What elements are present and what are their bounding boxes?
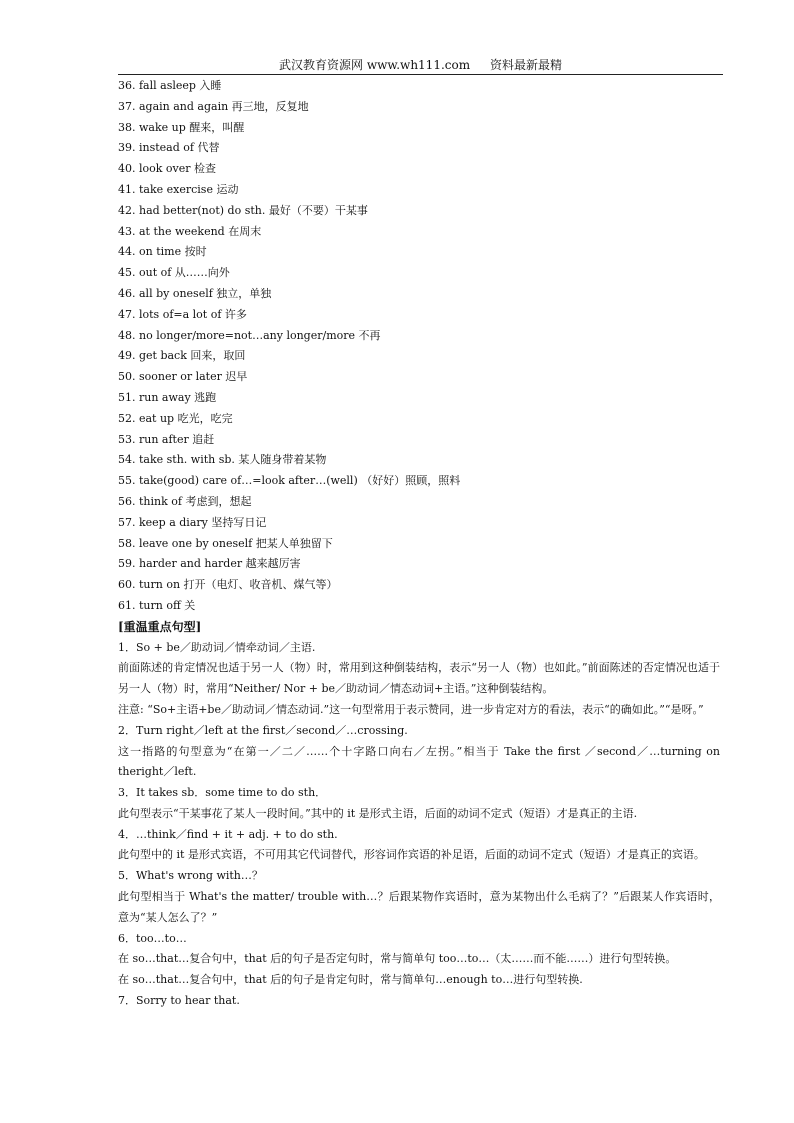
pattern-explanation: 在 so…that…复合句中，that 后的句子是肯定句时，常与简单句…enough to…进行句型转换. xyxy=(118,973,583,987)
phrase-list xyxy=(118,76,720,617)
phrase-item: 38. wake up 醒来，叫醒 xyxy=(118,120,245,134)
pattern-heading: 5．What's wrong with…？ xyxy=(118,869,263,883)
phrase-item: 52. eat up 吃光，吃完 xyxy=(118,411,233,425)
pattern-heading: 2．Turn right／left at the first／second／…crossing. xyxy=(118,723,408,737)
pattern-heading: 3．It takes sb．some time to do sth． xyxy=(118,786,327,800)
phrase-item: 36. fall asleep 入睡 xyxy=(118,79,222,92)
phrase-item: 45. out of 从……向外 xyxy=(118,266,230,280)
pattern-list xyxy=(118,638,720,1012)
phrase-item: 43. at the weekend 在周末 xyxy=(118,224,262,238)
phrase-item: 41. take exercise 运动 xyxy=(118,182,239,196)
pattern-explanation: 前面陈述的肯定情况也适于另一人（物）时，常用到这种倒装结构，表示“另一人（物）也如此。”前面陈述的否定情况也适于另一人（物）时，常用“Neither/ Nor + be／助动词／情态动词+主语。”这种倒装结构。 xyxy=(118,661,720,696)
phrase-item: 53. run after 追赶 xyxy=(118,432,215,446)
phrase-item: 39. instead of 代替 xyxy=(118,141,220,155)
phrase-item: 61. turn off 关 xyxy=(118,598,196,612)
phrase-item: 57. keep a diary 坚持写日记 xyxy=(118,515,267,529)
phrase-item: 60. turn on 打开（电灯、收音机、煤气等） xyxy=(118,578,338,592)
phrase-item: 50. sooner or later 迟早 xyxy=(118,370,248,384)
phrase-item: 47. lots of=a lot of 许多 xyxy=(118,307,247,321)
pattern-heading: 4．…think／find + it + adj. + to do sth. xyxy=(118,827,338,841)
phrase-item: 42. had better(not) do sth. 最好（不要）干某事 xyxy=(118,203,368,217)
header-site: 武汉教育资源网 www.wh111.com xyxy=(279,58,471,72)
header-slogan: 资料最新最精 xyxy=(489,58,562,72)
phrase-item: 55. take(good) care of…=look after…(well) （好好）照顾，照料 xyxy=(118,474,461,488)
document-body xyxy=(118,76,720,1012)
pattern-note: 注意: “So+主语+be／助动词／情态动词.”这一句型常用于表示赞同，进一步肯定对方的看法，表示“的确如此。”“是呀。” xyxy=(118,702,704,716)
pattern-explanation: 此句型表示“干某事花了某人一段时间。”其中的 it 是形式主语，后面的动词不定式（短语）才是真正的主语. xyxy=(118,806,638,820)
phrase-item: 49. get back 回来，取回 xyxy=(118,349,246,363)
pattern-heading: 6．too…to… xyxy=(118,931,187,945)
phrase-item: 46. all by oneself 独立，单独 xyxy=(118,286,272,300)
page-header xyxy=(118,56,723,75)
phrase-item: 51. run away 逃跑 xyxy=(118,390,217,404)
phrase-item: 56. think of 考虑到，想起 xyxy=(118,494,252,508)
pattern-explanation: 此句型相当于 What's the matter/ trouble with…？后跟某物作宾语时，意为某物出什么毛病了？”后跟某人作宾语时，意为“某人怎么了？” xyxy=(118,890,720,924)
phrase-item: 44. on time 按时 xyxy=(118,245,207,259)
section-title: [重温重点句型] xyxy=(118,619,202,634)
pattern-explanation: 此句型中的 it 是形式宾语，不可用其它代词替代，形容词作宾语的补足语，后面的动词不定式（短语）才是真正的宾语。 xyxy=(118,848,705,862)
phrase-item: 54. take sth. with sb. 某人随身带着某物 xyxy=(118,453,327,467)
pattern-heading: 7．Sorry to hear that. xyxy=(118,994,240,1008)
pattern-heading: 1．So + be／助动词／情牵动词／主语. xyxy=(118,640,316,654)
pattern-explanation: 在 so…that…复合句中，that 后的句子是否定句时，常与简单句 too…to…（太……而不能……）进行句型转换。 xyxy=(118,952,677,966)
pattern-explanation: 这一指路的句型意为“在第一／二／……个十字路口向右／左拐。”相当于 Take the first ／second／…turning on theright／left. xyxy=(118,744,720,779)
phrase-item: 37. again and again 再三地，反复地 xyxy=(118,99,309,113)
phrase-item: 40. look over 检查 xyxy=(118,162,217,176)
phrase-item: 58. leave one by oneself 把某人单独留下 xyxy=(118,536,333,550)
phrase-item: 59. harder and harder 越来越厉害 xyxy=(118,557,301,571)
phrase-item: 48. no longer/more=not…any longer/more 不再 xyxy=(118,328,381,342)
